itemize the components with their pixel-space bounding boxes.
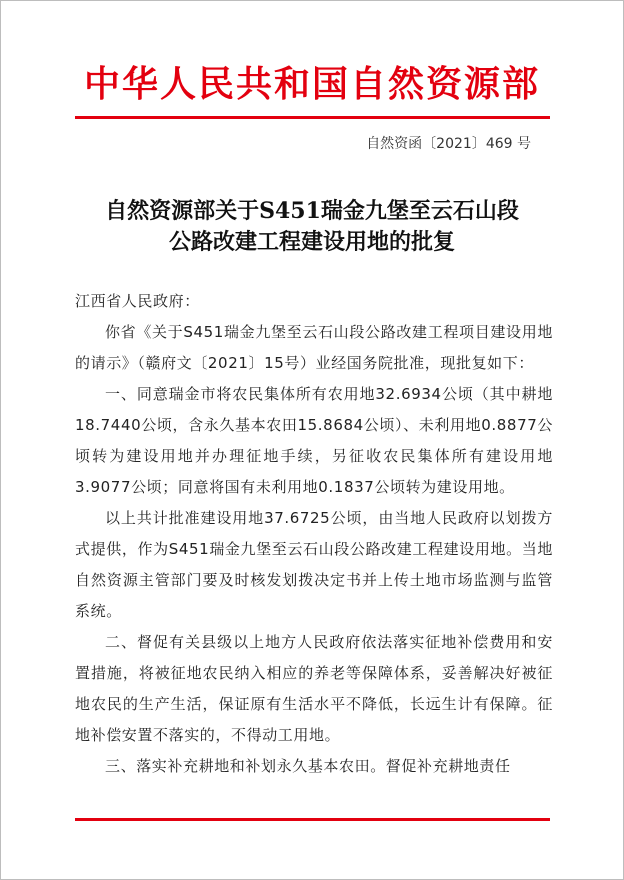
document-body <box>75 286 553 782</box>
paragraph-item-2: 二、督促有关县级以上地方人民政府依法落实征地补偿费用和安置措施，将被征地农民纳入相应的养老等保障体系，妥善解决好被征地农民的生产生活，保证原有生活水平不降低，长远生计有保障。征地补偿安置不落实的，不得动工用地。 <box>75 633 553 744</box>
paragraph-item-3: 三、落实补充耕地和补划永久基本农田。督促补充耕地责任 <box>105 757 511 775</box>
document-number: 自然资函〔2021〕469 号 <box>366 136 531 152</box>
red-divider-top <box>75 116 550 119</box>
red-divider-bottom <box>75 818 550 821</box>
title-line-1: 自然资源部关于S451瑞金九堡至云石山段 <box>105 198 519 224</box>
title-line-2: 公路改建工程建设用地的批复 <box>168 229 455 255</box>
paragraph-total: 以上共计批准建设用地37.6725公顷，由当地人民政府以划拨方式提供，作为S451瑞金九堡至云石山段公路改建工程建设用地。当地自然资源主管部门要及时核发划拨决定书并上传土地市场监测与监管系统。 <box>75 509 553 620</box>
masthead: 中华人民共和国自然资源部 <box>83 63 540 105</box>
salutation: 江西省人民政府： <box>75 292 200 310</box>
paragraph-intro: 你省《关于S451瑞金九堡至云石山段公路改建工程项目建设用地的请示》（赣府文〔2021〕15号）业经国务院批准，现批复如下： <box>75 323 553 372</box>
document-title <box>0 196 624 258</box>
paragraph-item-1: 一、同意瑞金市将农民集体所有农用地32.6934公顷（其中耕地18.7440公顷，含永久基本农田15.8684公顷）、未利用地0.8877公顷转为建设用地并办理征地手续，另征收农民集体所有建设用地3.9077公顷；同意将国有未利用地0.1837公顷转为建设用地。 <box>75 385 553 496</box>
